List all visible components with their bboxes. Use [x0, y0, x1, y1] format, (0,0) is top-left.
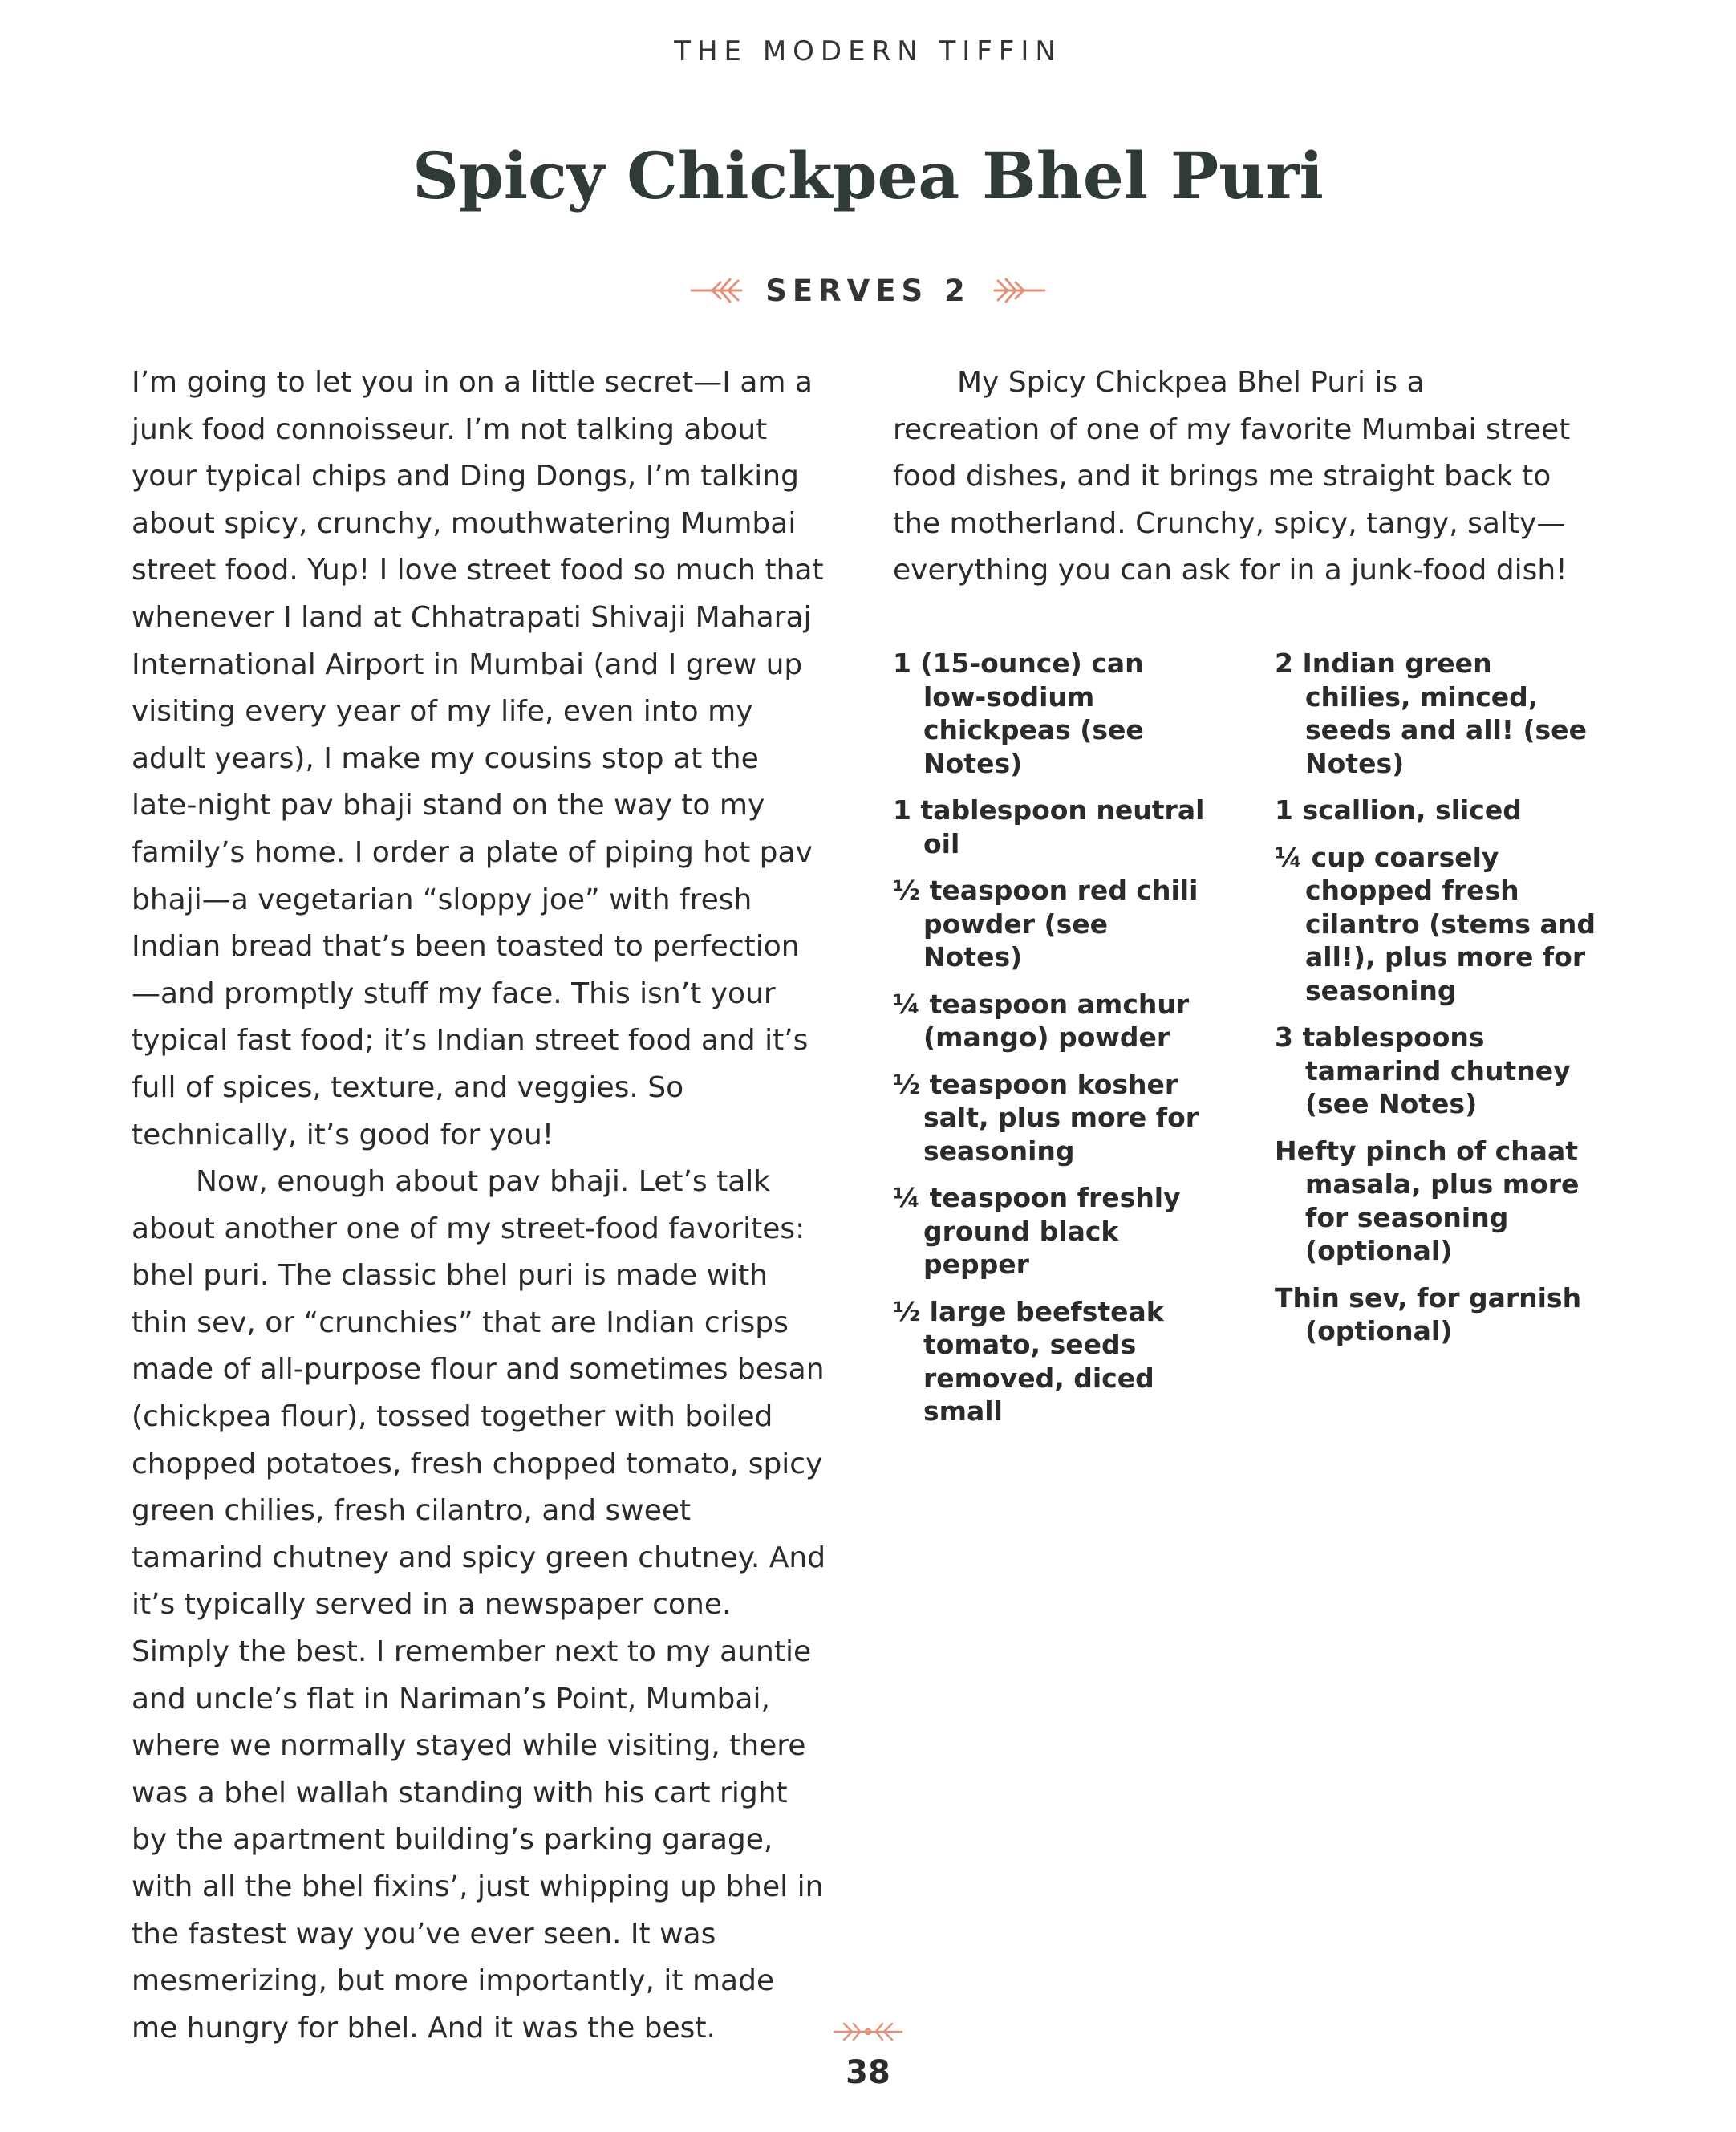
ingredient-item: ½ teaspoon kosher salt, plus more for seasoning: [893, 1068, 1199, 1167]
ingredient-item: Hefty pinch of chaat masala, plus more for seasoning (optional): [1275, 1135, 1580, 1266]
ingredient-item: 2 Indian green chilies, minced, seeds and all! (see Notes): [1275, 648, 1587, 779]
headnote-paragraph-3: My Spicy Chickpea Bhel Puri is a recreation of one of my favorite Mumbai street food dishes, and it brings me straight back to the motherland. Crunchy, spicy, tangy, salty—everything you can ask for in a junk-food dish!: [893, 366, 1571, 587]
recipe-title: Spicy Chickpea Bhel Puri: [412, 138, 1324, 213]
leaf-sprig-right-icon: [988, 273, 1048, 308]
ingredient-item: ¼ teaspoon amchur (mango) powder: [893, 988, 1190, 1053]
folio-ornament-icon: [828, 2016, 908, 2048]
ingredient-item: 1 tablespoon neutral oil: [893, 794, 1205, 859]
serves-label: SERVES 2: [765, 273, 971, 308]
ingredient-item: 1 scallion, sliced: [1275, 794, 1522, 826]
running-head: THE MODERN TIFFIN: [674, 35, 1062, 67]
headnote-right-column: [893, 359, 1575, 595]
leaf-sprig-left-icon: [688, 273, 748, 308]
ingredient-item: 3 tablespoons tamarind chutney (see Notes): [1275, 1021, 1571, 1119]
ingredients-list-2: [1275, 647, 1596, 1362]
headnote-paragraph-1: I’m going to let you in on a little secret—I am a junk food connoisseur. I’m not talking about your typical chips and Ding Dongs, I’m talking about spicy, crunchy, mouthwatering Mumbai street food. Yup! I love street food so much that whenever I land at Chhatrapati Shivaji Maharaj International Airport in Mumbai (and I grew up visiting every year of my life, even into my adult years), I make my cousins stop at the late-night pav bhaji stand on the way to my family’s home. I order a plate of piping hot pav bhaji—a vegetarian “sloppy joe” with fresh Indian bread that’s been toasted to perfection—and promptly stuff my face. This isn’t your typical fast food; it’s Indian street food and it’s full of spices, texture, and veggies. So technically, it’s good for you!: [132, 366, 824, 1151]
ingredient-item: ¼ cup coarsely chopped fresh cilantro (stems and all!), plus more for seasoning: [1275, 841, 1596, 1006]
serves-line: [0, 273, 1736, 308]
headnote-paragraph-2: Now, enough about pav bhaji. Let’s talk about another one of my street-food favorites: bhel puri. The classic bhel puri is made with thin sev, or “crunchies” that are Indian crisps made of all-purpose flour and sometimes besan (chickpea flour), tossed together with boiled chopped potatoes, fresh chopped tomato, spicy green chilies, fresh cilantro, and sweet tamarind chutney and spicy green chutney. And it’s typically served in a newspaper cone. Simply the best. I remember next to my auntie and uncle’s flat in Nariman’s Point, Mumbai, where we normally stayed while visiting, there was a bhel wallah standing with his cart right by the apartment building’s parking garage, with all the bhel fixins’, just whipping up bhel in the fastest way you’ve ever seen. It was mesmerizing, but more importantly, it made me hungry for bhel. And it was the best.: [132, 1165, 826, 2045]
ingredient-item: ½ large beefsteak tomato, seeds removed, diced small: [893, 1295, 1164, 1427]
ingredients-list-1: [893, 647, 1214, 1442]
page-number: 38: [846, 2054, 890, 2091]
ingredient-item: 1 (15-ounce) can low-sodium chickpeas (see Notes): [893, 648, 1144, 779]
ingredient-item: ¼ teaspoon freshly ground black pepper: [893, 1182, 1181, 1280]
ingredient-item: Thin sev, for garnish (optional): [1275, 1281, 1582, 1346]
headnote-left-column: [132, 359, 828, 2052]
ingredient-item: ½ teaspoon red chili powder (see Notes): [893, 875, 1199, 973]
